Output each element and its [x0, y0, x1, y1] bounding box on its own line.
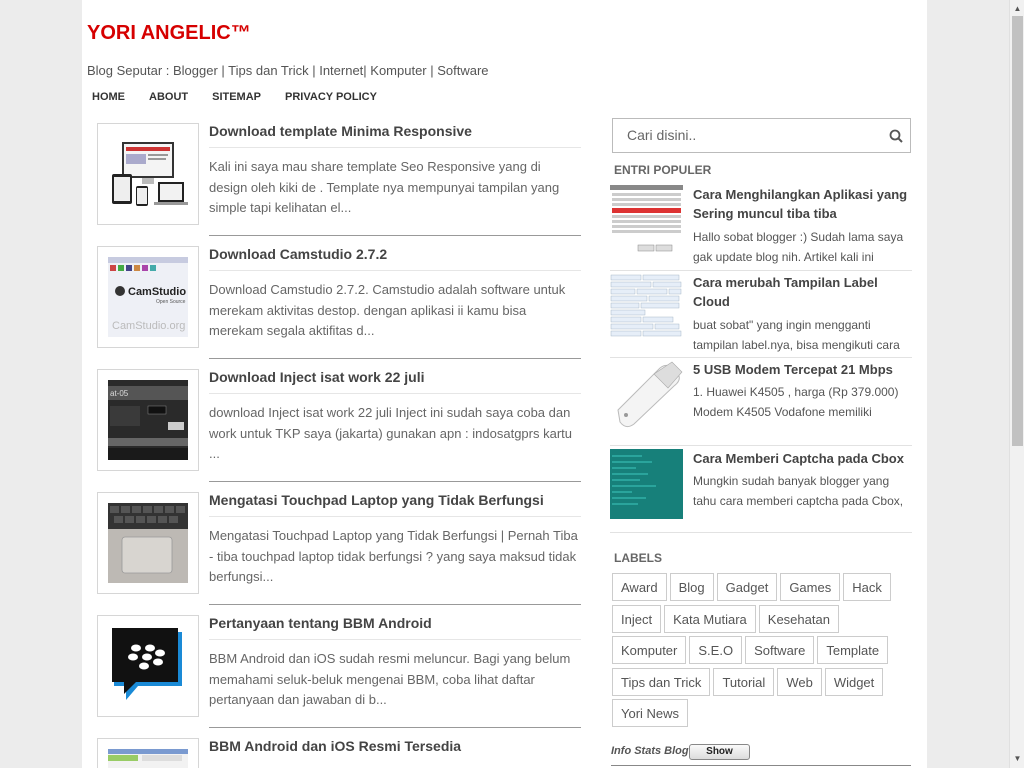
- popular-post-thumbnail[interactable]: [610, 185, 683, 255]
- label-tag[interactable]: Web: [777, 668, 822, 696]
- scrollbar-thumb[interactable]: [1012, 16, 1023, 446]
- popular-post-snippet: Mungkin sudah banyak blogger yang tahu cara memberi captcha pada Cbox,: [693, 474, 904, 508]
- title-divider: [209, 639, 581, 640]
- touchpad-image: [108, 503, 188, 583]
- camstudio-image: [108, 257, 188, 337]
- title-divider: [209, 516, 581, 517]
- post-snippet: download Inject isat work 22 juli Inject ini sudah saya coba dan work untuk TKP saya (jakarta) gunakan apn : indosatgprs kartu ...: [209, 405, 572, 461]
- post-thumbnail[interactable]: [97, 738, 199, 768]
- svg-text:at-05: at-05: [110, 389, 129, 398]
- post-title[interactable]: Download Inject isat work 22 juli: [209, 369, 425, 385]
- post-list: [97, 123, 582, 768]
- label-tag[interactable]: Blog: [670, 573, 714, 601]
- search-box: [612, 118, 911, 153]
- post-divider: [209, 235, 581, 236]
- label-tag[interactable]: Template: [817, 636, 888, 664]
- post-item: [97, 246, 582, 369]
- post-divider: [209, 358, 581, 359]
- post-title[interactable]: Download template Minima Responsive: [209, 123, 472, 139]
- labels-title: LABELS: [614, 551, 662, 565]
- bbm-logo-image: [108, 626, 188, 706]
- popular-post-item: [610, 273, 912, 360]
- title-divider: [209, 270, 581, 271]
- label-tag[interactable]: Software: [745, 636, 814, 664]
- popular-post-item: [610, 185, 912, 272]
- search-input[interactable]: [627, 127, 877, 143]
- label-tag[interactable]: Inject: [612, 605, 661, 633]
- label-tag[interactable]: Kata Mutiara: [664, 605, 756, 633]
- devices-image: [108, 134, 188, 214]
- label-tag[interactable]: Kesehatan: [759, 605, 839, 633]
- title-divider: [209, 147, 581, 148]
- label-tag[interactable]: Yori News: [612, 699, 688, 727]
- post-snippet: Download Camstudio 2.7.2. Camstudio adalah software untuk merekam aktivitas destop. dengan aplikasi ii kamu bisa merekam segala aktifitas d...: [209, 282, 566, 338]
- bbm-screenshot-image: [108, 749, 188, 768]
- stats-title: Info Stats Blog: [611, 745, 689, 757]
- popular-divider: [610, 270, 912, 271]
- post-snippet: BBM Android dan iOS sudah resmi meluncur. Bagi yang belum memahami seluk-beluk mengenai BBM, coba lihat daftar pertanyaan dan jawaban di b...: [209, 651, 571, 707]
- page: [82, 0, 927, 768]
- svg-text:CamStudio: CamStudio: [128, 286, 187, 298]
- post-snippet: Kali ini saya mau share template Seo Responsive yang di design oleh kiki de . Template nya mempunyai tampilan yang simple tapi kelihatan el...: [209, 159, 560, 215]
- post-item: [97, 492, 582, 615]
- label-tag[interactable]: Gadget: [717, 573, 778, 601]
- popular-post-title[interactable]: Cara Menghilangkan Aplikasi yang Sering muncul tiba tiba: [693, 187, 908, 221]
- popular-post-item: [610, 360, 912, 447]
- popular-divider: [610, 532, 912, 533]
- svg-text:CamStudio.org: CamStudio.org: [112, 320, 186, 332]
- post-item: [97, 123, 582, 246]
- scroll-up-arrow-icon[interactable]: ▲: [1013, 4, 1022, 13]
- popular-post-thumbnail[interactable]: [610, 273, 683, 343]
- site-title[interactable]: YORI ANGELIC™: [87, 22, 251, 44]
- popular-divider: [610, 445, 912, 446]
- post-thumbnail[interactable]: [97, 369, 199, 471]
- post-thumbnail[interactable]: [97, 615, 199, 717]
- post-item: [97, 369, 582, 492]
- popular-post-title[interactable]: 5 USB Modem Tercepat 21 Mbps: [693, 362, 893, 377]
- main-nav: [92, 91, 401, 103]
- popular-post-title[interactable]: Cara merubah Tampilan Label Cloud: [693, 275, 878, 309]
- label-tag[interactable]: Komputer: [612, 636, 686, 664]
- post-divider: [209, 481, 581, 482]
- popular-post-title[interactable]: Cara Memberi Captcha pada Cbox: [693, 451, 904, 466]
- post-title[interactable]: Download Camstudio 2.7.2: [209, 246, 388, 262]
- show-stats-button[interactable]: Show: [689, 744, 750, 760]
- post-divider: [209, 604, 581, 605]
- post-item: [97, 615, 582, 738]
- post-thumbnail[interactable]: [97, 123, 199, 225]
- popular-post-snippet: buat sobat" yang ingin mengganti tampilan label.nya, bisa mengikuti cara: [693, 318, 900, 352]
- popular-posts-title: ENTRI POPULER: [614, 163, 712, 177]
- post-snippet: Mengatasi Touchpad Laptop yang Tidak Berfungsi | Pernah Tiba - tiba touchpad laptop tidak berfungsi ? yang saya maksud tidak berfungsi...: [209, 528, 578, 584]
- vertical-scrollbar[interactable]: [1009, 0, 1024, 768]
- stats-divider: [611, 765, 911, 766]
- post-item: [97, 738, 582, 768]
- label-tag[interactable]: S.E.O: [689, 636, 742, 664]
- popular-divider: [610, 357, 912, 358]
- post-title[interactable]: BBM Android dan iOS Resmi Tersedia: [209, 738, 462, 754]
- nav-home[interactable]: HOME: [92, 91, 125, 103]
- inject-image: [108, 380, 188, 460]
- svg-text:Open Source: Open Source: [156, 299, 186, 305]
- label-tag[interactable]: Widget: [825, 668, 883, 696]
- popular-post-snippet: Hallo sobat blogger :) Sudah lama saya gak update blog nih. Artikel kali ini: [693, 230, 904, 264]
- label-tag[interactable]: Games: [780, 573, 840, 601]
- post-divider: [209, 727, 581, 728]
- popular-post-thumbnail[interactable]: [610, 449, 683, 519]
- scroll-down-arrow-icon[interactable]: ▼: [1013, 754, 1022, 763]
- post-thumbnail[interactable]: [97, 492, 199, 594]
- label-cloud: [612, 573, 914, 731]
- nav-privacy-policy[interactable]: PRIVACY POLICY: [285, 91, 377, 103]
- post-title[interactable]: Mengatasi Touchpad Laptop yang Tidak Berfungsi: [209, 492, 544, 508]
- post-thumbnail[interactable]: [97, 246, 199, 348]
- search-icon[interactable]: [888, 128, 904, 144]
- label-tag[interactable]: Hack: [843, 573, 891, 601]
- site-tagline: Blog Seputar : Blogger | Tips dan Trick | Internet| Komputer | Software: [87, 63, 489, 78]
- nav-sitemap[interactable]: SITEMAP: [212, 91, 262, 103]
- label-tag[interactable]: Award: [612, 573, 667, 601]
- title-divider: [209, 393, 581, 394]
- label-tag[interactable]: Tutorial: [713, 668, 774, 696]
- label-tag[interactable]: Tips dan Trick: [612, 668, 710, 696]
- nav-about[interactable]: ABOUT: [149, 91, 189, 103]
- popular-post-thumbnail[interactable]: [610, 360, 683, 430]
- popular-post-snippet: 1. Huawei K4505 , harga (Rp 379.000) Modem K4505 Vodafone memiliki: [693, 385, 899, 419]
- popular-post-item: [610, 449, 912, 536]
- post-title[interactable]: Pertanyaan tentang BBM Android: [209, 615, 432, 631]
